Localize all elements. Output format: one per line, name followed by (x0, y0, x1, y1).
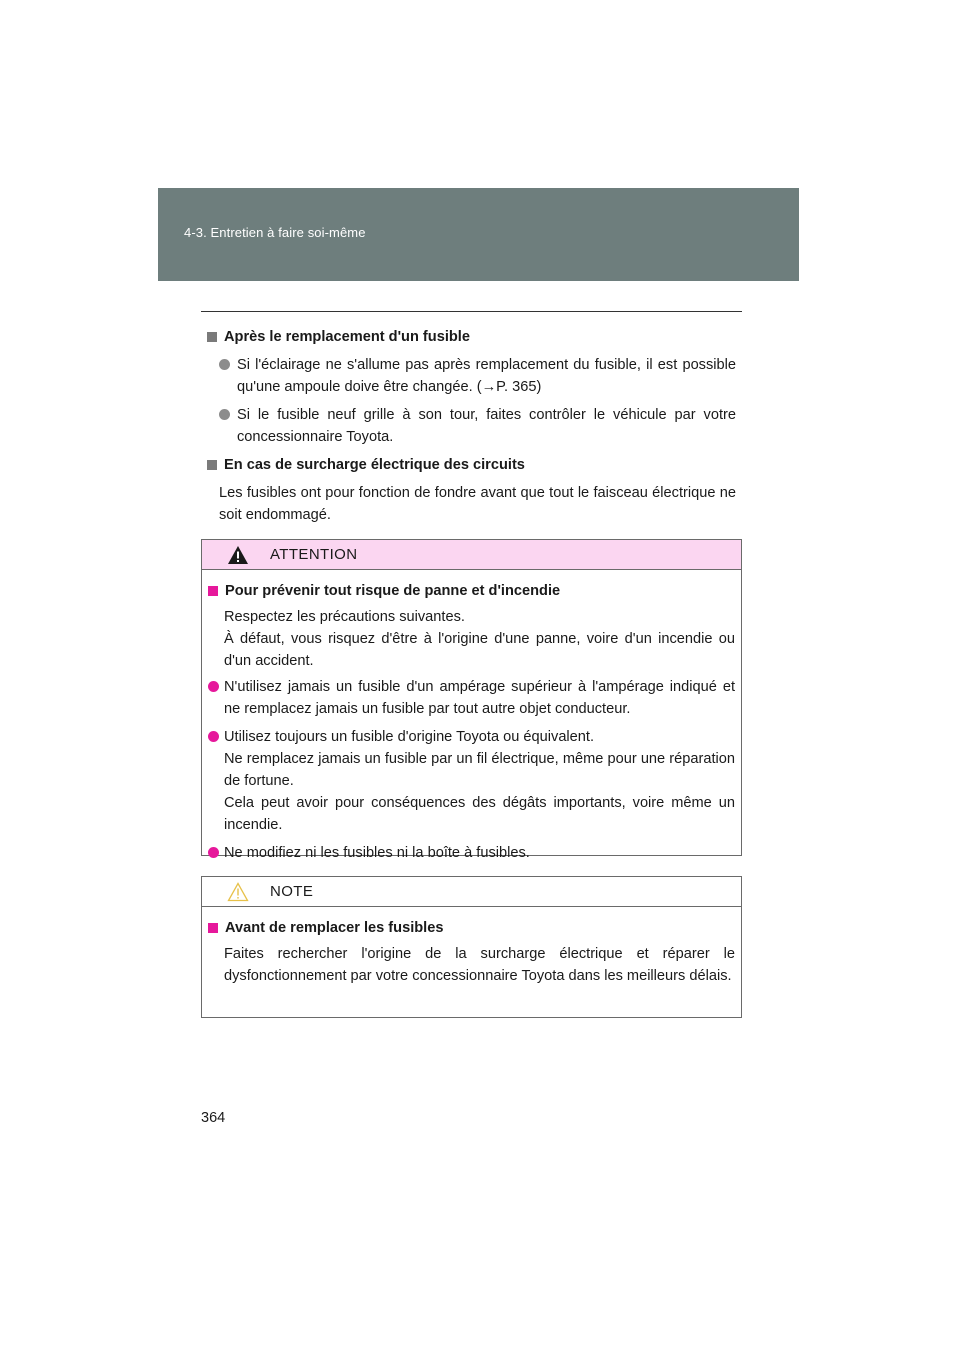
attention-intro: Respectez les précautions suivantes. À défaut, vous risquez d'être à l'origine d'une panne, voire d'un incendie ou d'un accident. (224, 609, 735, 669)
list-item: Ne modifiez ni les fusibles ni la boîte à fusibles. (202, 842, 741, 864)
section-title: 4-3. Entretien à faire soi-même (184, 225, 366, 240)
page-number: 364 (201, 1110, 226, 1126)
note-label: NOTE (270, 883, 314, 900)
section-text: Les fusibles ont pour fonction de fondre avant que tout le faisceau électrique ne soit endommagé. (219, 485, 736, 523)
circle-bullet-icon (219, 359, 230, 370)
circle-bullet-icon (208, 681, 219, 692)
section-heading: En cas de surcharge électrique des circuits (201, 454, 742, 476)
divider (201, 311, 742, 312)
attention-header (202, 540, 741, 570)
square-bullet-icon (207, 460, 217, 470)
square-bullet-icon (207, 332, 217, 342)
header-band (158, 188, 799, 281)
circle-bullet-icon (208, 731, 219, 742)
list-item: Si l'éclairage ne s'allume pas après remplacement du fusible, il est possible qu'une ampoule doive être changée. (→P. 365) (201, 354, 742, 398)
section-heading: Après le remplacement d'un fusible (201, 326, 742, 348)
attention-heading: Pour prévenir tout risque de panne et d'incendie (202, 580, 741, 602)
attention-label: ATTENTION (270, 546, 358, 563)
note-text: Faites rechercher l'origine de la surcharge électrique et réparer le dysfonctionnement par votre concessionnaire Toyota dans les meilleurs délais. (224, 946, 735, 984)
note-header (202, 877, 741, 907)
list-item: N'utilisez jamais un fusible d'un ampérage supérieur à l'ampérage indiqué et ne remplacez jamais un fusible par tout autre objet conducteur. (202, 676, 741, 720)
attention-box (201, 539, 742, 861)
attention-body (202, 570, 741, 864)
circle-bullet-icon (219, 409, 230, 420)
square-bullet-icon (208, 586, 218, 596)
list-item: Utilisez toujours un fusible d'origine Toyota ou équivalent. Ne remplacez jamais un fusible par un fil électrique, même pour une réparation de fortune. Cela peut avoir pour conséquences des dégâts importants, voire même un incendie. (202, 726, 741, 836)
circle-bullet-icon (208, 847, 219, 858)
note-heading: Avant de remplacer les fusibles (202, 917, 741, 939)
caution-triangle-icon (227, 882, 249, 902)
list-item: Si le fusible neuf grille à son tour, faites contrôler le véhicule par votre concessionnaire Toyota. (201, 404, 742, 448)
warning-triangle-icon (227, 545, 249, 565)
square-bullet-icon (208, 923, 218, 933)
note-box (201, 876, 742, 1018)
main-content (201, 326, 742, 526)
note-body (202, 907, 741, 987)
